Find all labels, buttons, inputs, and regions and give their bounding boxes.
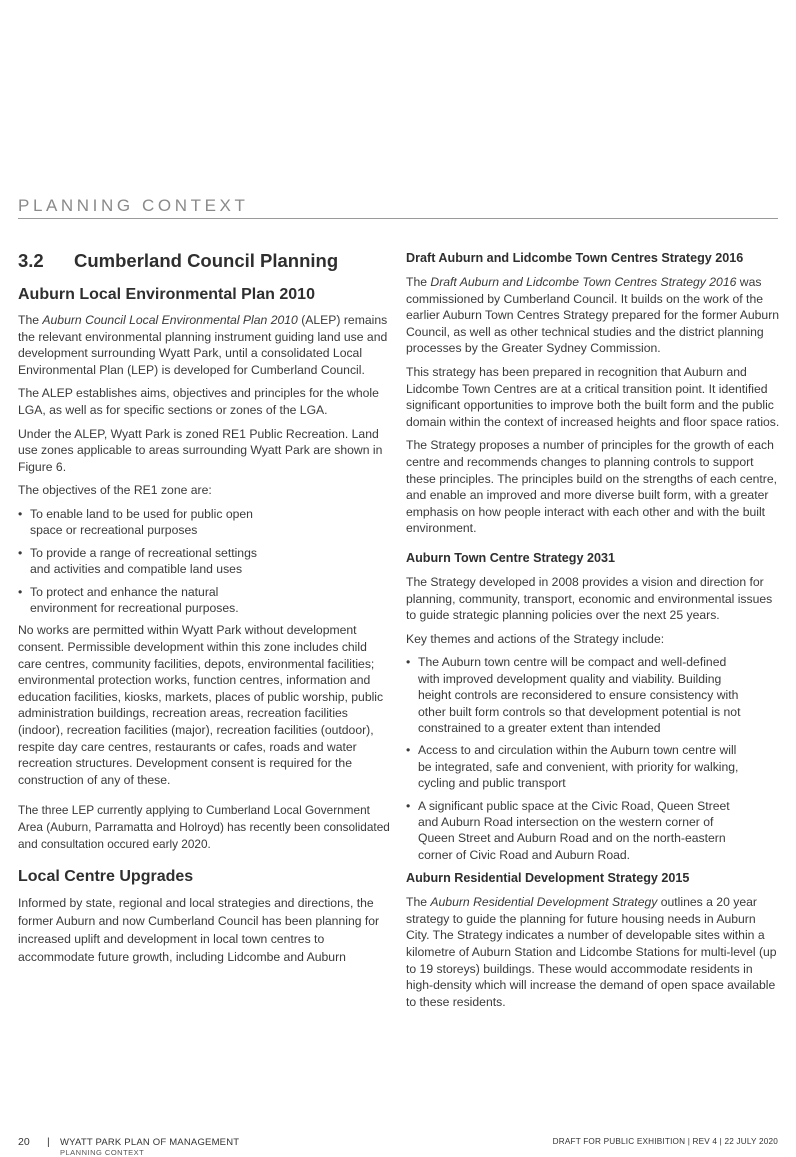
alep-paragraph-2: The ALEP establishes aims, objectives and principles for the whole LGA, as well as for specific sections or zones of the LGA. (18, 386, 379, 417)
alep-paragraph-4: The objectives of the RE1 zone are: (18, 483, 212, 498)
list-item: • To enable land to be used for public open space or recreational purposes (18, 506, 268, 539)
page-number: 20 (18, 1136, 30, 1148)
section-title: Cumberland Council Planning (74, 250, 339, 271)
section-heading (18, 250, 390, 272)
alep-paragraph-1: The Auburn Council Local Environmental Plan 2010 (ALEP) remains the relevant environmental planning instrument guiding land use and development surrounding Wyatt Park, until a consolidated Local Environmental Plan (LEP) is developed for Cumberland Council. (18, 313, 388, 377)
auburn-town-centre-paragraph-2: Key themes and actions of the Strategy include: (406, 631, 665, 646)
footer-document-subtitle: PLANNING CONTEXT (60, 1148, 145, 1157)
alep-paragraph-6: The three LEP currently applying to Cumberland Local Government Area (Auburn, Parramatta and Holroyd) has recently been consolidated and consultation occured early 2020. (18, 803, 390, 851)
list-item: • Access to and circulation within the Auburn town centre will be integrated, safe and convenient, with priority for walking, cycling and public transport (406, 742, 746, 791)
footer-document-title: WYATT PARK PLAN OF MANAGEMENT (60, 1137, 240, 1148)
auburn-town-centre-heading: Auburn Town Centre Strategy 2031 (406, 550, 616, 565)
header-divider (18, 218, 778, 219)
key-themes-list (406, 654, 746, 863)
residential-strategy-title-italic: Auburn Residential Development Strategy (430, 895, 658, 910)
draft-town-centres-paragraph-1: The Draft Auburn and Lidcombe Town Centres Strategy 2016 was commissioned by Cumberland Council. It builds on the work of the earlier Auburn Town Centres Strategy prepared for the former Auburn Council, as well as other technical studies and the district planning processes by the Greater Sydney Commission. (406, 275, 780, 356)
draft-town-centres-paragraph-2: This strategy has been prepared in recognition that Auburn and Lidcombe Town Centres are at a critical transition point. It identified significant opportunities to improve both the built form and the public domain within the context of increased heights and floor space ratios. (406, 364, 780, 429)
residential-strategy-paragraph: The Auburn Residential Development Strategy outlines a 20 year strategy to guide the planning for future housing needs in Auburn City. The Strategy indicates a number of developable sites within a kilometre of Auburn Station and Lidcombe Stations for multi-level (up to 19 storeys) buildings. These would accommodate residents in high-density which will increase the demand of open space available to these residents. (406, 895, 777, 1009)
re1-objectives-list (18, 506, 268, 616)
auburn-town-centre-paragraph-1: The Strategy developed in 2008 provides a vision and direction for planning, community, transport, economic and environmental issues to guide strategic planning policies over the next 25 years. (406, 574, 773, 623)
residential-strategy-heading: Auburn Residential Development Strategy 2015 (406, 871, 690, 886)
local-centre-upgrades-heading: Local Centre Upgrades (18, 868, 194, 886)
section-number: 3.2 (18, 250, 44, 271)
left-column (18, 250, 390, 973)
footer-status: DRAFT FOR PUBLIC EXHIBITION | REV 4 | 22 JULY 2020 (552, 1137, 778, 1146)
alep-title-italic: Auburn Council Local Environmental Plan 2010 (42, 313, 298, 327)
list-item: • The Auburn town centre will be compact and well-defined with improved development quality and viability. Building height controls are reconsidered to ensure consistency with other built form controls so that development potential is not constrained to a greater extent than intended (406, 654, 746, 736)
alep-heading: Auburn Local Environmental Plan 2010 (18, 286, 315, 303)
draft-town-centres-paragraph-3: The Strategy proposes a number of principles for the growth of each centre and recommends changes to planning controls to support these principles. The principles build on the strengths of each centre, and enable an improved and more diverse built form, with a greater emphasis on how people interact with each other and with the built environment. (406, 438, 778, 536)
list-item: • A significant public space at the Civic Road, Queen Street and Auburn Road intersection on the western corner of Queen Street and Auburn Road and on the north-eastern corner of Civic Road and Auburn Road. (406, 798, 746, 864)
alep-paragraph-3: Under the ALEP, Wyatt Park is zoned RE1 Public Recreation. Land use zones applicable to areas surrounding Wyatt Park are shown in Figure 6. (18, 426, 383, 474)
local-centre-upgrades-paragraph: Informed by state, regional and local strategies and directions, the former Auburn and now Cumberland Council has been planning for increased uplift and development in local town centres to accommodate future growth, including Lidcombe and Auburn (18, 896, 380, 965)
alep-paragraph-5: No works are permitted within Wyatt Park without development consent. Permissible development within this zone includes child care centres, community facilities, depots, environmental facilities; environmental protection works, function centres, information and education facilities, kiosks, markets, places of public worship, public administration buildings, recreation areas, recreation facilities (indoor), recreation facilities (major), recreation facilities (outdoor), respite day care centres, restaurants or cafes, roads and water recreation structures. Development consent is required for the construction of any of these. (18, 623, 384, 787)
right-column (406, 251, 780, 1017)
footer-separator: | (47, 1136, 50, 1148)
section-label: PLANNING CONTEXT (18, 196, 249, 215)
draft-town-centres-heading: Draft Auburn and Lidcombe Town Centres Strategy 2016 (406, 251, 744, 265)
draft-strategy-title-italic: Draft Auburn and Lidcombe Town Centres Strategy 2016 (430, 275, 737, 289)
list-item: • To protect and enhance the natural environment for recreational purposes. (18, 584, 268, 617)
list-item: • To provide a range of recreational settings and activities and compatible land uses (18, 545, 268, 578)
